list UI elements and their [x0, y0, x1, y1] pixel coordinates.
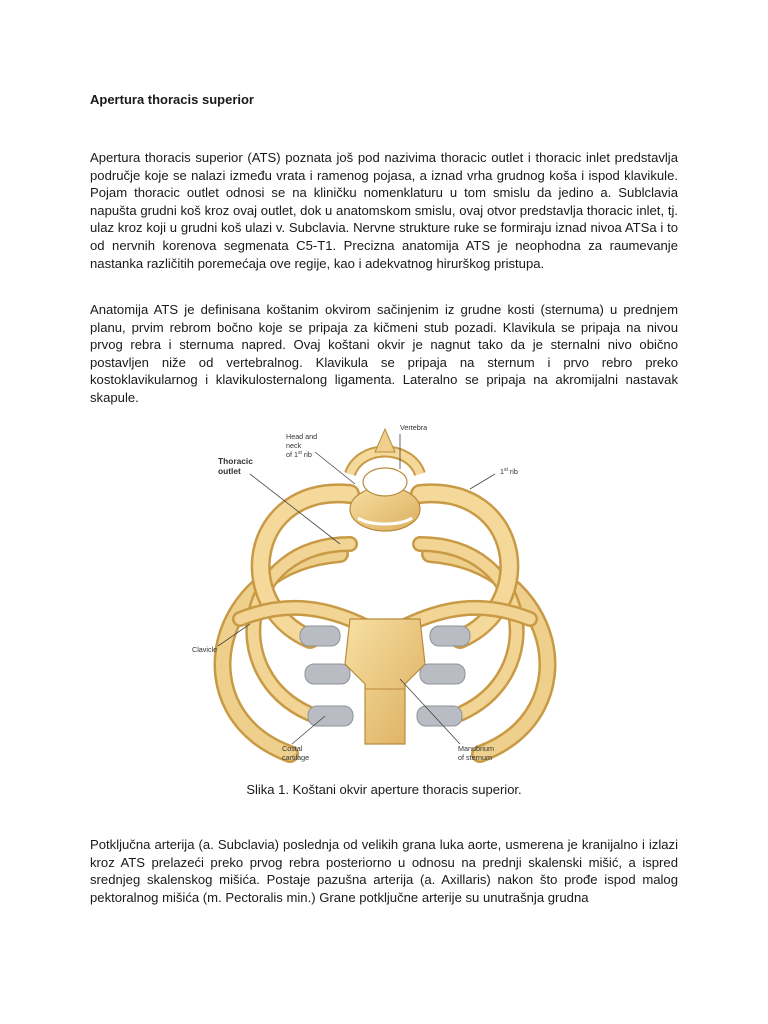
label-costal-line2: cartilage	[282, 753, 310, 762]
label-vertebra: Vertebra	[400, 423, 428, 432]
label-head-neck-line2: neck	[286, 441, 302, 450]
paragraph-subclavian: Potključna arterija (a. Subclavia) poslednja od velikih grana luka aorte, usmerena je kranijalno i izlazi kroz ATS prelazeći preko prvog rebra posteriorno u odnosu na prednji skalenski mišić, a ispred srednjeg skalenskog mišića. Postaje pazušna arterija (a. Axillaris) nakon što prođe ispod malog pektoralnog mišića (m. Pectoralis min.) Grane potključne arterije su unutrašnja grudna	[90, 837, 678, 905]
paragraph-anatomy: Anatomija ATS je definisana koštanim okvirom sačinjenim iz grudne kosti (sternuma) u prednjem planu, prvim rebrom bočno koje se pripaja za kičmeni stub pozadi. Klavikula se pripaja na nivou prvog rebra i sternuma napred. Ovaj koštani okvir je nagnut tako da je sternalni nivo obično postavljen niže od vertebralnog. Klavikula se pripaja na sternum i prvo rebro preko kostoklavikularnog i klavikulosternalong ligamenta. Lateralno se pripaja na akromijalni nastavak skapule.	[90, 302, 678, 405]
label-thoracic-outlet-line1: Thoracic	[218, 456, 253, 466]
label-thoracic-outlet-line2: outlet	[218, 466, 241, 476]
thoracic-outlet-figure	[190, 414, 580, 776]
label-first-rib: 1st rib	[500, 467, 518, 476]
label-clavicle: Clavicle	[192, 645, 218, 654]
vertebra	[350, 429, 420, 531]
figure-caption: Slika 1. Koštani okvir aperture thoracis superior.	[246, 782, 522, 797]
label-manubrium-line2: of sternum	[458, 753, 492, 762]
label-costal-line1: Costal	[282, 744, 303, 753]
sternum	[345, 619, 425, 744]
paragraph-intro: Apertura thoracis superior (ATS) poznata još pod nazivima thoracic outlet i thoracic inlet predstavlja područje koje se nalazi između vrata i ramenog pojasa, a iznad vrha grudnog koša i ispod klavikule. Pojam thoracic outlet odnosi se na kliničku nomenklaturu u tom smislu da jedino a. Sublclavia napušta grudni koš kroz ovaj outlet, dok u anatomskom smislu, ovaj otvor predstavlja thoracic inlet, tj. ulaz kroz koji u grudni koš ulazi v. Subclavia. Nervne strukture ruke se formiraju iznad nivoa ATSa i to od nervnih korenova segmenata C5-T1. Precizna anatomija ATS je neophodna za raumevanje nastanka različitih poremećaja ove regije, kao i adekvatnog hirurškog pristupa.	[90, 150, 678, 271]
label-manubrium-line1: Manubrium	[458, 744, 494, 753]
label-head-neck-line1: Head and	[286, 432, 318, 441]
page-title: Apertura thoracis superior	[90, 92, 254, 107]
thoracic-outlet-illustration	[190, 414, 580, 776]
label-head-neck-line3: of 1st rib	[286, 450, 312, 459]
